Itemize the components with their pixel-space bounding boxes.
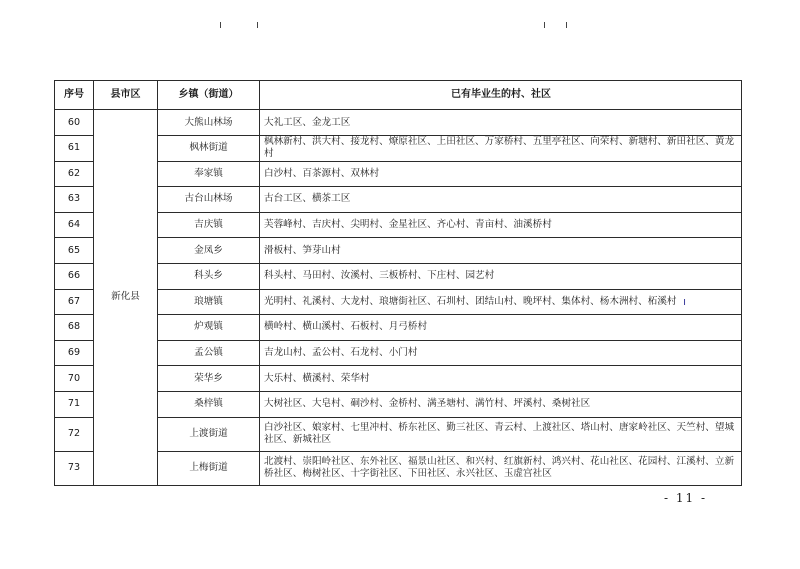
row-number: 69 xyxy=(55,340,94,366)
town-cell: 炉观镇 xyxy=(158,315,260,341)
table-row xyxy=(55,289,742,315)
header-county: 县市区 xyxy=(94,81,158,110)
villages-cell: 科头村、马田村、汝溪村、三板桥村、下庄村、园艺村 xyxy=(260,263,742,289)
table-row xyxy=(55,315,742,341)
villages-cell: 大礼工区、金龙工区 xyxy=(260,110,742,136)
row-number: 60 xyxy=(55,110,94,136)
row-number: 72 xyxy=(55,417,94,451)
villages-cell: 大树社区、大皂村、硐沙村、金桥村、满圣塘村、满竹村、坪溪村、桑树社区 xyxy=(260,391,742,417)
row-number: 61 xyxy=(55,136,94,162)
villages-cell: 古台工区、横茶工区 xyxy=(260,187,742,213)
county-cell: 新化县 xyxy=(94,110,158,486)
table-row xyxy=(55,136,742,162)
village-table xyxy=(54,80,742,486)
villages-cell: 白沙社区、娘家村、七里冲村、桥东社区、勤三社区、青云村、上渡社区、塔山村、唐家岭社区、天竺村、望城社区、新城社区 xyxy=(260,417,742,451)
table-row xyxy=(55,110,742,136)
table-row xyxy=(55,212,742,238)
ink-mark: ı xyxy=(683,295,687,308)
scan-mark xyxy=(220,22,221,28)
town-cell: 科头乡 xyxy=(158,263,260,289)
villages-cell: 白沙村、百茶源村、双林村 xyxy=(260,161,742,187)
row-number: 62 xyxy=(55,161,94,187)
town-cell: 奉家镇 xyxy=(158,161,260,187)
row-number: 68 xyxy=(55,315,94,341)
villages-cell: 北渡村、崇阳岭社区、东外社区、福景山社区、和兴村、红旗新村、鸿兴村、花山社区、花园村、江溪村、立新桥社区、梅树社区、十字街社区、下田社区、永兴社区、玉虚宫社区 xyxy=(260,451,742,485)
row-number: 70 xyxy=(55,366,94,392)
scan-mark xyxy=(566,22,567,28)
table-row xyxy=(55,187,742,213)
table-row xyxy=(55,366,742,392)
header-town: 乡镇（街道） xyxy=(158,81,260,110)
header-no: 序号 xyxy=(55,81,94,110)
row-number: 67 xyxy=(55,289,94,315)
town-cell: 大熊山林场 xyxy=(158,110,260,136)
villages-cell: 大乐村、横溪村、荣华村 xyxy=(260,366,742,392)
scan-mark xyxy=(257,22,258,28)
town-cell: 桑梓镇 xyxy=(158,391,260,417)
row-number: 71 xyxy=(55,391,94,417)
row-number: 73 xyxy=(55,451,94,485)
town-cell: 孟公镇 xyxy=(158,340,260,366)
table-row xyxy=(55,340,742,366)
villages-cell: 横岭村、横山溪村、石板村、月弓桥村 xyxy=(260,315,742,341)
table-header-row xyxy=(55,81,742,110)
town-cell: 金凤乡 xyxy=(158,238,260,264)
table-row xyxy=(55,451,742,485)
villages-cell: 芙蓉峰村、吉庆村、尖明村、金星社区、齐心村、青亩村、油溪桥村 xyxy=(260,212,742,238)
town-cell: 吉庆镇 xyxy=(158,212,260,238)
row-number: 64 xyxy=(55,212,94,238)
town-cell: 琅塘镇 xyxy=(158,289,260,315)
villages-cell: 光明村、礼溪村、大龙村、琅塘街社区、石圳村、团结山村、晚坪村、集体村、杨木洲村、柘溪村 xyxy=(260,289,742,315)
table-row xyxy=(55,263,742,289)
table-row xyxy=(55,161,742,187)
town-cell: 荣华乡 xyxy=(158,366,260,392)
town-cell: 上渡街道 xyxy=(158,417,260,451)
table-row xyxy=(55,417,742,451)
town-cell: 上梅街道 xyxy=(158,451,260,485)
town-cell: 枫林街道 xyxy=(158,136,260,162)
town-cell: 古台山林场 xyxy=(158,187,260,213)
table-row xyxy=(55,391,742,417)
villages-cell: 吉龙山村、孟公村、石龙村、小门村 xyxy=(260,340,742,366)
row-number: 63 xyxy=(55,187,94,213)
table-row xyxy=(55,238,742,264)
row-number: 66 xyxy=(55,263,94,289)
row-number: 65 xyxy=(55,238,94,264)
header-villages: 已有毕业生的村、社区 xyxy=(260,81,742,110)
villages-cell: 滑板村、笋芽山村 xyxy=(260,238,742,264)
villages-cell: 枫林新村、洪大村、接龙村、燎原社区、上田社区、万家桥村、五里亭社区、向荣村、新塘村、新田社区、黄龙村 xyxy=(260,136,742,162)
scan-mark xyxy=(544,22,545,28)
page-number: - 11 - xyxy=(664,491,708,505)
